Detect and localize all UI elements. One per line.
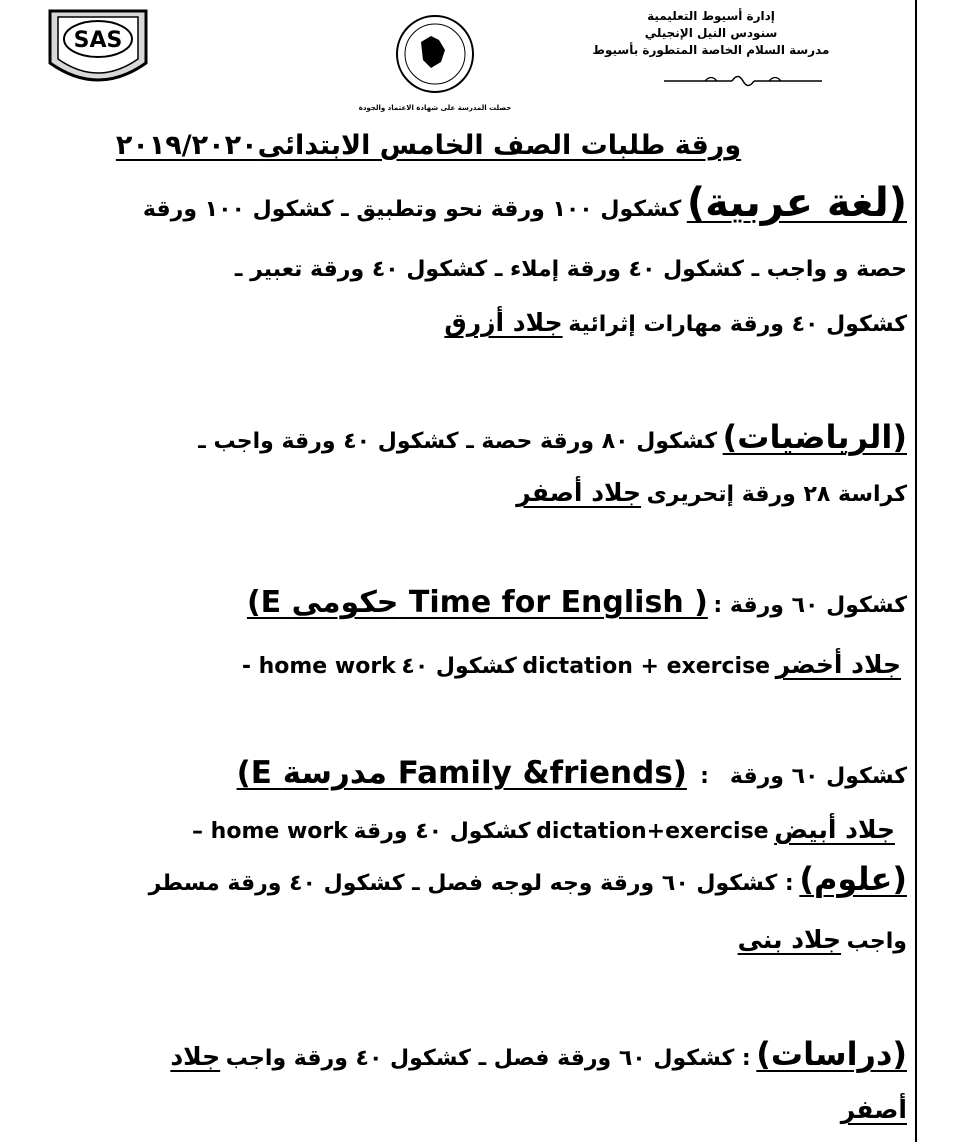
science-text-1: كشكول ٦٠ ورقة وجه لوجه فصل ـ كشكول ٤٠ ورقة مسطر: [148, 871, 778, 896]
english-school-subject: (E مدرسة Family &friends): [236, 755, 687, 791]
english-gov-subject: (E حكومى Time for English ): [246, 585, 708, 620]
math-line-2: [6, 478, 907, 507]
science-cover: جلاد بنى: [737, 925, 842, 954]
math-cover: جلاد أصفر: [516, 478, 642, 507]
arabic-text-3: كشكول ٤٠ ورقة مهارات إثرائية: [568, 312, 907, 337]
english-school-line-1: (E مدرسة Family &friends) : كشكول ٦٠ ورقة: [236, 755, 907, 791]
english-gov-en2: dictation + exercise: [522, 654, 771, 679]
math-subject: (الرياضيات): [722, 418, 907, 456]
studies-text-1: كشكول ٦٠ ورقة فصل ـ كشكول ٤٠ ورقة واجب: [225, 1046, 735, 1071]
english-school-en2: dictation+exercise: [536, 819, 769, 844]
arabic-text-1: كشكول ١٠٠ ورقة نحو وتطبيق ـ كشكول ١٠٠ ورقة: [142, 197, 682, 222]
science-subject: (علوم): [799, 860, 907, 898]
ornament-divider-icon: [662, 72, 824, 90]
arabic-subject: (لغة عربية): [686, 180, 907, 226]
arabic-line-1: [6, 180, 907, 226]
school-header: [581, 8, 841, 59]
page-title-text: ورقة طلبات الصف الخامس الابتدائى٢٠١٩/٢٠٢٠: [115, 130, 742, 161]
english-gov-ar: كشكول ٤٠: [401, 654, 517, 679]
science-text-2: واجب: [846, 929, 907, 954]
english-gov-cover: جلاد أخضر: [775, 650, 901, 679]
english-gov-text-1: كشكول ٦٠ ورقة: [729, 593, 907, 618]
arabic-line-2: حصة و واجب ـ كشكول ٤٠ ورقة إملاء ـ كشكول ٤٠ ورقة تعبير ـ: [234, 257, 907, 282]
arabic-cover: جلاد أزرق: [444, 308, 563, 337]
science-line-1: (علوم) : كشكول ٦٠ ورقة وجه لوجه فصل ـ كشكول ٤٠ ورقة مسطر: [148, 860, 907, 898]
studies-line-1: (دراسات) : كشكول ٦٠ ورقة فصل ـ كشكول ٤٠ ورقة واجب جلاد: [170, 1035, 907, 1073]
seal-caption: حصلت المدرسة على شهادة الاعتماد والجودة: [358, 104, 512, 112]
science-line-2: [6, 925, 907, 954]
english-school-cover: جلاد أبيض: [774, 815, 895, 844]
math-text-2: كراسة ٢٨ ورقة إتحريرى: [646, 482, 907, 507]
english-school-en1: home work –: [192, 819, 348, 844]
studies-cover-2: أصفر: [840, 1095, 907, 1124]
admin-name: إدارة أسيوط التعليمية: [647, 9, 775, 23]
math-line-1: [6, 418, 907, 456]
sas-logo-text: SAS: [73, 28, 123, 53]
english-gov-en1: home work -: [241, 654, 396, 679]
school-name: مدرسة السلام الخاصة المتطورة بأسيوط: [592, 43, 830, 57]
arabic-line-3: [6, 308, 907, 337]
studies-cover-1: جلاد: [170, 1042, 221, 1071]
math-text-1: كشكول ٨٠ ورقة حصة ـ كشكول ٤٠ ورقة واجب ـ: [198, 429, 718, 454]
page-title: [96, 130, 761, 161]
quality-authority-seal-icon: [358, 12, 512, 132]
studies-subject: (دراسات): [756, 1035, 907, 1073]
english-school-line-2: [30, 815, 895, 844]
studies-line-2: [6, 1095, 907, 1124]
english-school-ar: كشكول ٤٠ ورقة: [353, 819, 531, 844]
english-gov-line-2: [40, 650, 901, 679]
sas-school-logo-icon: [42, 3, 154, 97]
district-name: سنودس النيل الإنجيلي: [644, 26, 778, 40]
english-gov-line-1: (E حكومى Time for English ) : كشكول ٦٠ ورقة: [246, 585, 907, 620]
english-school-text-1: كشكول ٦٠ ورقة: [729, 764, 907, 789]
